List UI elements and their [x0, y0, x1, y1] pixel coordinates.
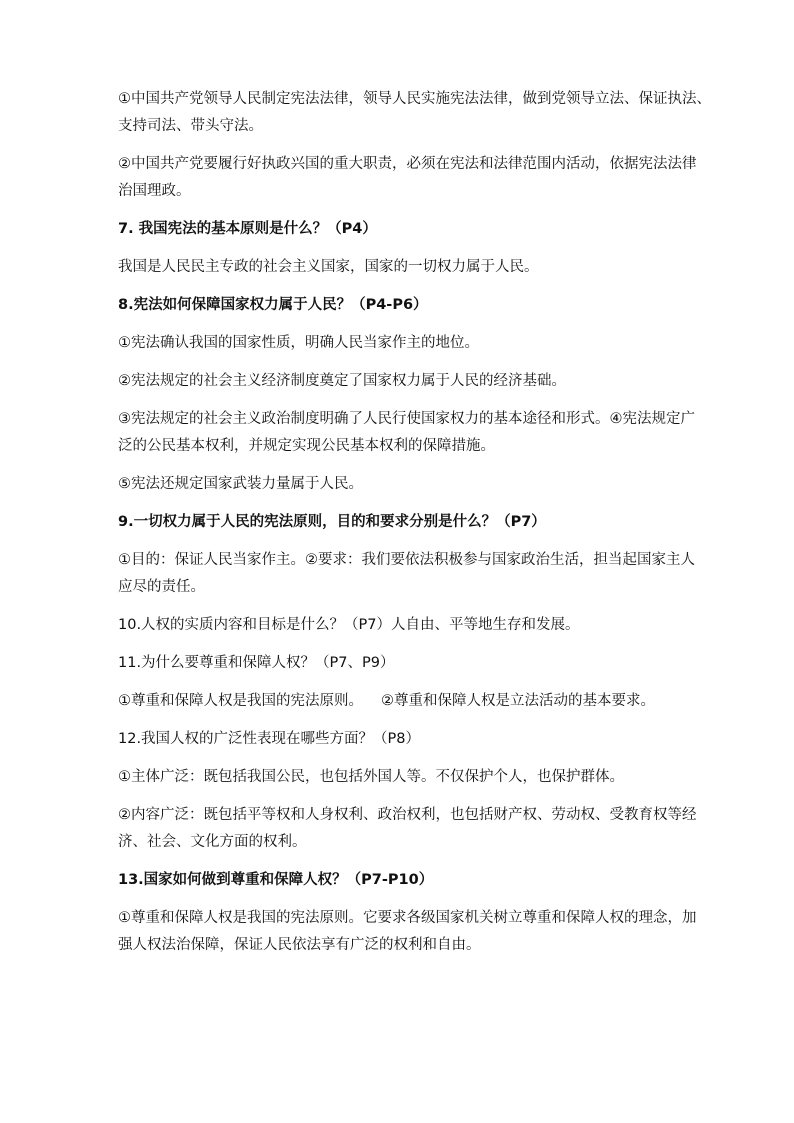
text-line: ②内容广泛：既包括平等权和人身权利、政治权利，也包括财产权、劳动权、受教育权等经: [118, 807, 697, 823]
question-11-heading: [118, 650, 696, 677]
answer-paragraph: [118, 330, 696, 357]
text-line: ②宪法规定的社会主义经济制度奠定了国家权力属于人民的经济基础。: [118, 373, 566, 389]
text-line: 9.一切权力属于人民的宪法原则，目的和要求分别是什么？（P7）: [118, 514, 546, 530]
answer-paragraph: [118, 151, 696, 205]
answer-paragraph: [118, 406, 696, 460]
text-line: ①尊重和保障人权是我国的宪法原则。它要求各级国家机关树立尊重和保障人权的理念，加: [118, 910, 697, 926]
question-8-heading: [118, 292, 696, 319]
answer-paragraph: [118, 802, 696, 856]
text-line: 治国理政。: [118, 183, 191, 199]
text-line: ②中国共产党要履行好执政兴国的重大职责，必须在宪法和法律范围内活动，依据宪法法律: [118, 156, 697, 172]
answer-paragraph: [118, 471, 696, 498]
question-7-heading: [118, 216, 696, 243]
text-line: ①目的：保证人民当家作主。②要求：我们要依法积极参与国家政治生活，担当起国家主人: [118, 552, 695, 568]
question-13-heading: [118, 867, 696, 894]
text-line: ①主体广泛：既包括我国公民，也包括外国人等。不仅保护个人，也保护群体。: [118, 769, 624, 785]
question-12-heading: [118, 726, 696, 753]
question-9-heading: [118, 509, 696, 536]
document-page: [118, 86, 711, 970]
text-line: 11.为什么要尊重和保障人权？（P7、P9）: [118, 655, 395, 671]
text-line: 应尽的责任。: [118, 579, 205, 595]
text-line: 我国是人民民主专政的社会主义国家，国家的一切权力属于人民。: [118, 259, 539, 275]
answer-paragraph: [118, 547, 696, 601]
text-line: 强人权法治保障，保证人民依法享有广泛的权利和自由。: [118, 937, 481, 953]
answer-part: ①尊重和保障人权是我国的宪法原则。: [118, 693, 363, 709]
text-line: ⑤宪法还规定国家武装力量属于人民。: [118, 476, 363, 492]
answer-part: ②尊重和保障人权是立法活动的基本要求。: [381, 693, 655, 709]
text-line: 13.国家如何做到尊重和保障人权？（P7-P10）: [118, 872, 434, 888]
question-10-paragraph: [118, 612, 696, 639]
text-line: 济、社会、文化方面的权利。: [118, 834, 307, 850]
text-line: 8.宪法如何保障国家权力属于人民？（P4-P6）: [118, 297, 428, 313]
text-line: ①宪法确认我国的国家性质，明确人民当家作主的地位。: [118, 335, 479, 351]
text-line: 支持司法、带头守法。: [118, 118, 263, 134]
text-line: ①中国共产党领导人民制定宪法法律，领导人民实施宪法法律，做到党领导立法、保证执法、: [118, 91, 711, 107]
text-line: 7. 我国宪法的基本原则是什么？（P4）: [118, 221, 377, 237]
answer-paragraph: [118, 764, 696, 791]
answer-paragraph: [118, 368, 696, 395]
answer-paragraph: [118, 254, 696, 281]
text-line: 12.我国人权的广泛性表现在哪些方面？（P8）: [118, 731, 421, 747]
answer-paragraph: [118, 688, 696, 715]
text-line: ③宪法规定的社会主义政治制度明确了人民行使国家权力的基本途径和形式。④宪法规定广: [118, 411, 695, 427]
answer-paragraph: [118, 86, 711, 140]
text-line: 10.人权的实质内容和目标是什么？（P7）人自由、平等地生存和发展。: [118, 617, 580, 633]
text-line: 泛的公民基本权利，并规定实现公民基本权利的保障措施。: [118, 438, 495, 454]
answer-paragraph: [118, 905, 696, 959]
text-line: [118, 688, 696, 715]
